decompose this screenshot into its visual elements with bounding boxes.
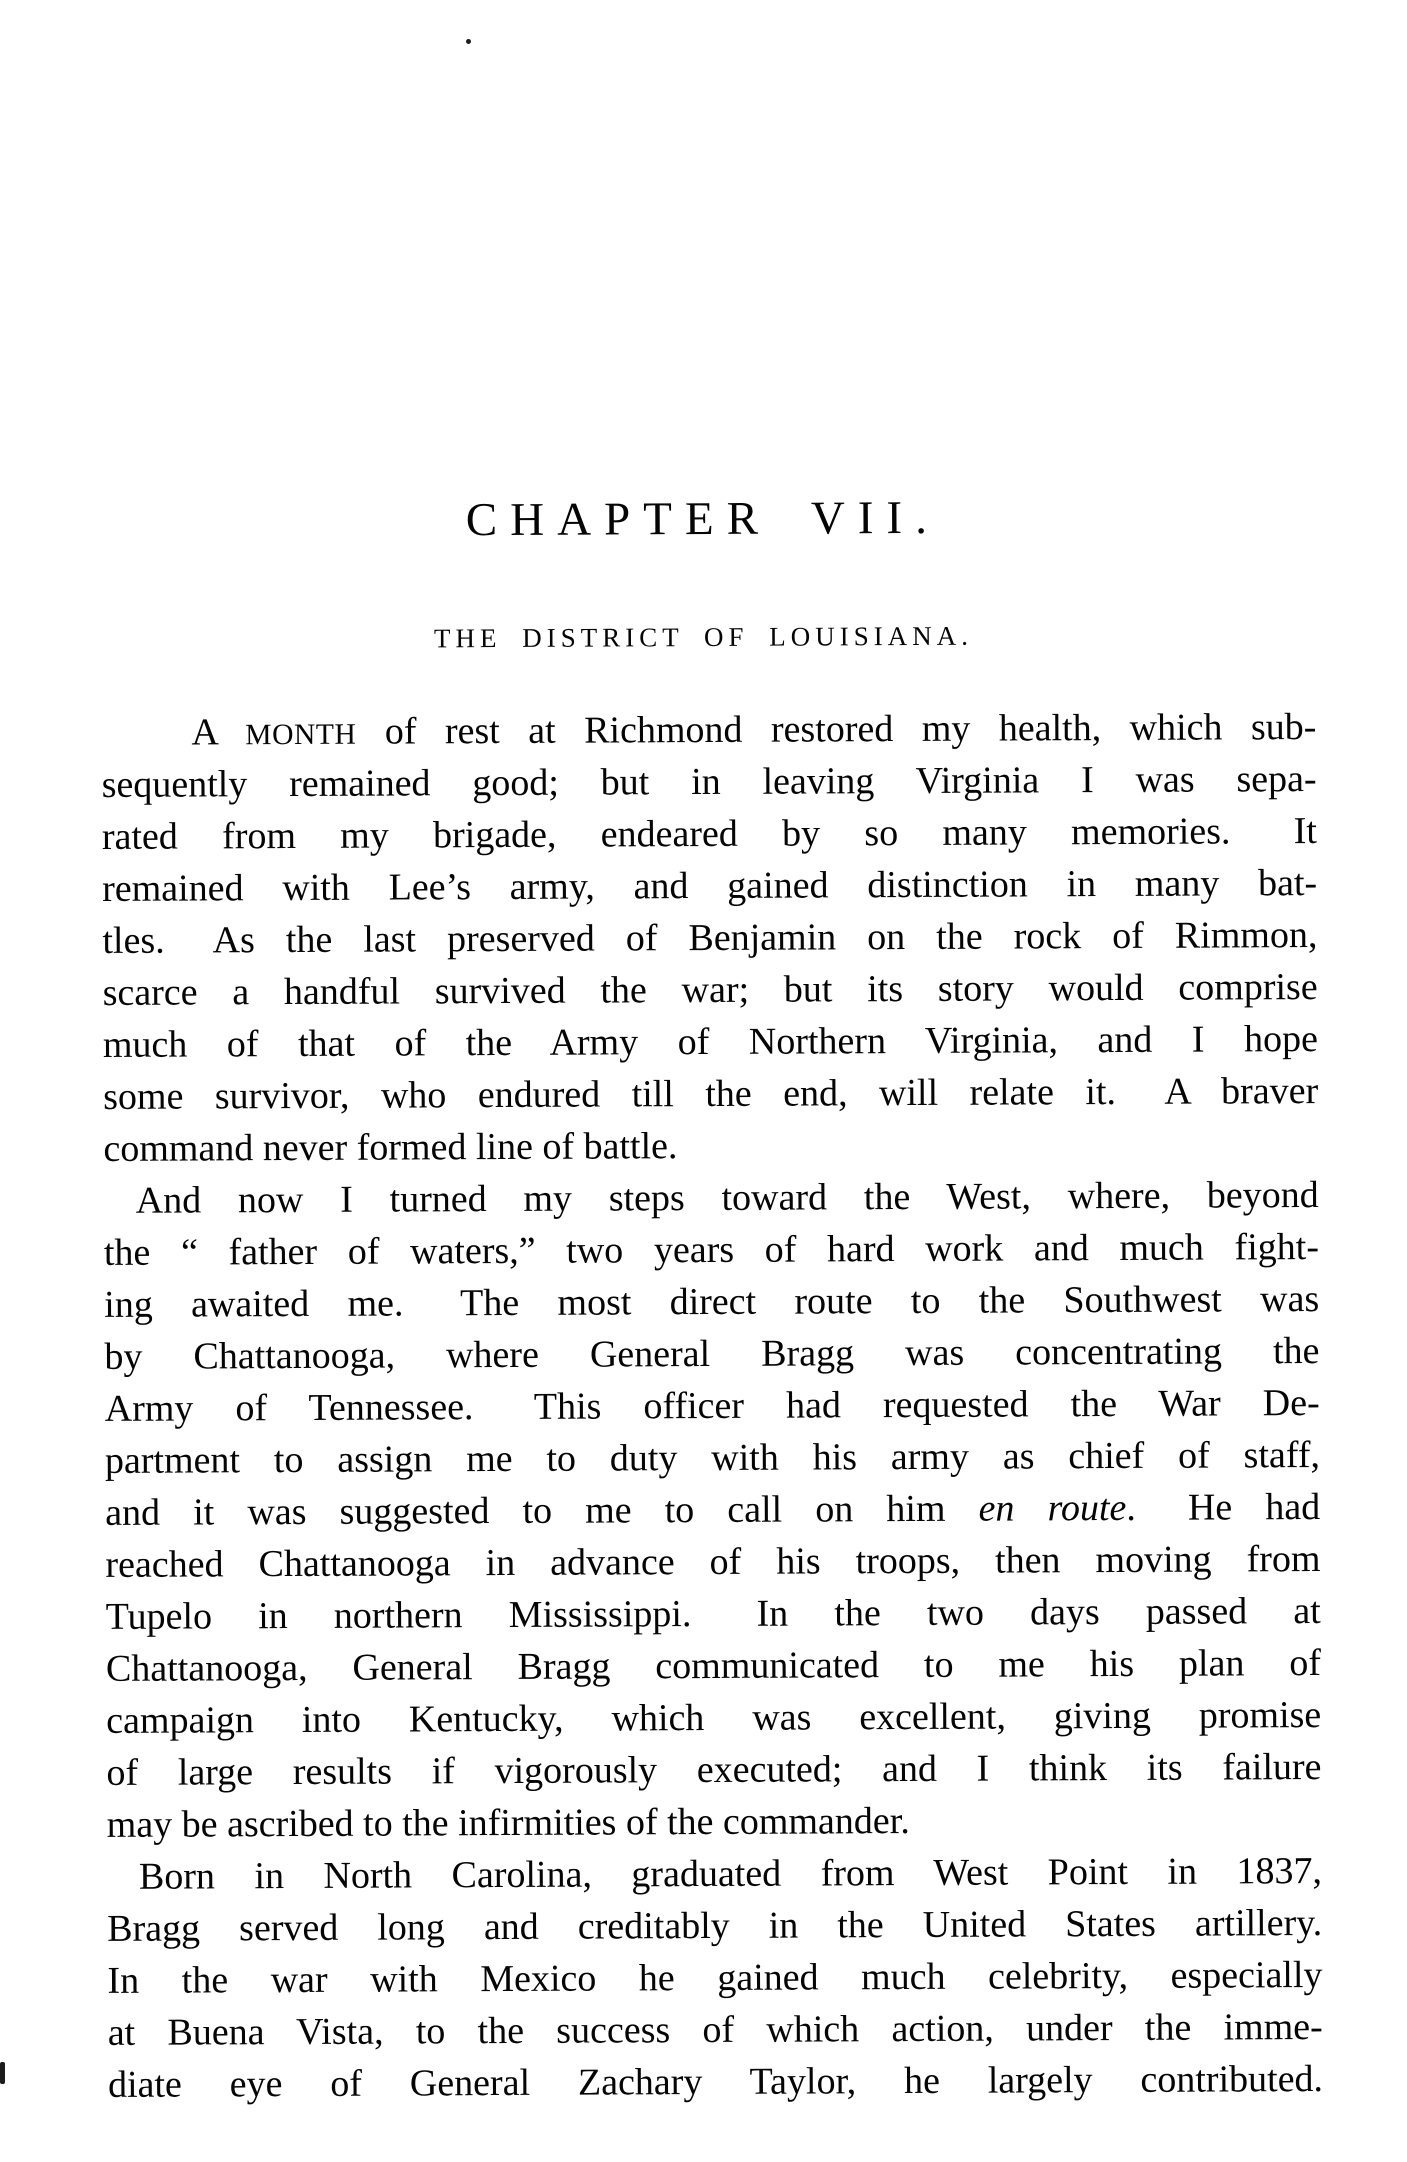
text-segment: at Buena Vista, to the success of which action, under the imme- xyxy=(107,2005,1323,2054)
chapter-heading: CHAPTER VII. xyxy=(465,491,941,547)
text-line xyxy=(103,1013,1318,1071)
text-segment: partment to assign me to duty with his army as chief of staff, xyxy=(104,1433,1321,1482)
text-segment: Chattanooga, General Bragg communicated to me his plan of xyxy=(105,1641,1322,1690)
text-segment: reached Chattanooga in advance of his troops, then moving from xyxy=(105,1537,1321,1586)
text-segment: And now I turned my steps toward the West, where, beyond xyxy=(135,1174,1319,1222)
text-line xyxy=(103,1117,1318,1175)
text-segment: en route xyxy=(978,1486,1127,1530)
text-segment: . He had xyxy=(1126,1485,1321,1529)
text-segment: Army of Tennessee. This officer had requested the War De- xyxy=(104,1381,1320,1430)
text-segment: much of that of the Army of Northern Virginia, and I hope xyxy=(102,1018,1319,1066)
text-segment: tles. As the last preserved of Benjamin on the rock of Rimmon, xyxy=(102,914,1318,962)
text-line xyxy=(108,2001,1323,2059)
text-segment: by Chattanooga, where General Bragg was concentrating the xyxy=(104,1329,1320,1378)
scan-artifact xyxy=(0,2062,5,2084)
text-line xyxy=(105,1429,1320,1487)
text-segment: Bragg served long and creditably in the United States artillery. xyxy=(107,1901,1323,1950)
text-line xyxy=(102,857,1317,915)
text-line xyxy=(104,1221,1319,1279)
text-segment: scarce a handful survived the war; but its story would comprise xyxy=(102,966,1318,1014)
text-segment: the “ father of waters,” two years of hard work and much fight- xyxy=(103,1225,1320,1274)
text-line xyxy=(107,1845,1322,1903)
paragraph xyxy=(101,701,1318,1175)
text-segment: MONTH xyxy=(245,718,357,752)
text-line xyxy=(102,909,1317,967)
text-line xyxy=(105,1377,1320,1435)
text-line xyxy=(103,961,1318,1019)
text-segment: of rest at Richmond restored my health, which sub- xyxy=(356,706,1317,753)
text-segment: diate eye of General Zachary Taylor, he largely contributed. xyxy=(107,2057,1324,2106)
text-line xyxy=(107,1793,1322,1851)
text-line xyxy=(108,2053,1323,2111)
text-segment: rated from my brigade, endeared by so many memories. It xyxy=(101,810,1318,858)
text-segment: A xyxy=(191,711,246,754)
text-line xyxy=(102,753,1317,811)
text-line xyxy=(104,1169,1319,1227)
text-line xyxy=(107,1949,1322,2007)
text-segment: may be ascribed to the infirmities of the commander. xyxy=(106,1800,910,1846)
text-segment: and it was suggested to me to call on him xyxy=(105,1487,979,1534)
text-line xyxy=(106,1585,1321,1643)
text-segment: ing awaited me. The most direct route to the Southwest was xyxy=(104,1277,1320,1326)
text-line xyxy=(106,1741,1321,1799)
text-block xyxy=(101,701,1323,2111)
text-segment: command never formed line of battle. xyxy=(103,1125,678,1170)
text-segment: campaign into Kentucky, which was excellent, giving promise xyxy=(106,1693,1322,1742)
text-line xyxy=(107,1897,1322,1955)
text-line xyxy=(104,1325,1319,1383)
text-line xyxy=(104,1273,1319,1331)
text-segment: Tupelo in northern Mississippi. In the two days passed at xyxy=(105,1589,1321,1638)
scan-artifact xyxy=(466,39,471,44)
text-segment: remained with Lee’s army, and gained distinction in many bat- xyxy=(102,862,1318,910)
text-line xyxy=(106,1637,1321,1695)
paragraph xyxy=(104,1169,1322,1851)
text-segment: some survivor, who endured till the end, will relate it. A braver xyxy=(103,1070,1319,1118)
text-line xyxy=(105,1533,1320,1591)
text-segment: In the war with Mexico he gained much celebrity, especially xyxy=(107,1953,1323,2002)
text-segment: sequently remained good; but in leaving Virginia I was sepa- xyxy=(101,758,1317,806)
paragraph xyxy=(107,1845,1323,2111)
text-line xyxy=(106,1689,1321,1747)
text-line xyxy=(101,701,1316,759)
text-line xyxy=(102,805,1317,863)
section-heading: THE DISTRICT OF LOUISIANA. xyxy=(433,620,974,654)
text-segment: Born in North Carolina, graduated from West Point in 1837, xyxy=(138,1849,1323,1898)
text-segment: of large results if vigorously executed; and I think its failure xyxy=(106,1745,1322,1794)
text-line xyxy=(105,1481,1320,1539)
text-line xyxy=(103,1065,1318,1123)
